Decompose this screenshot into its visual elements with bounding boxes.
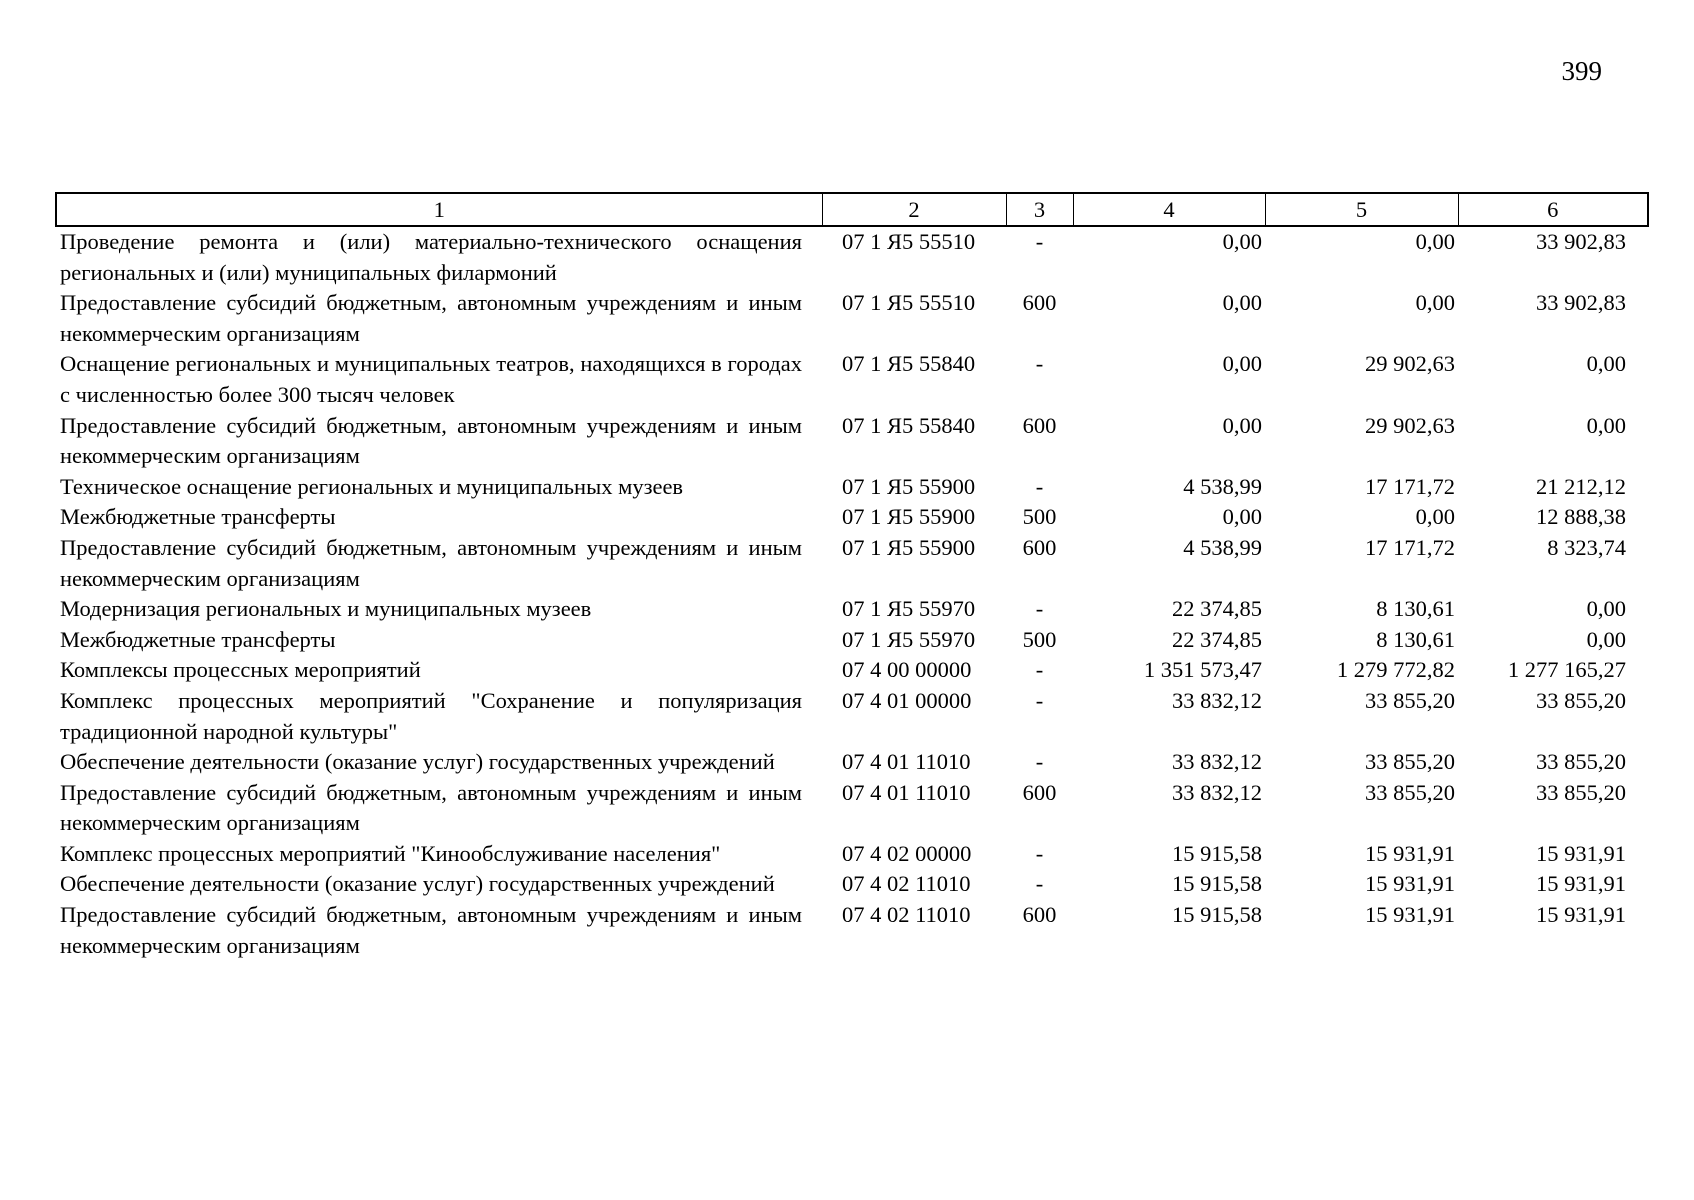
row-code: 07 4 01 11010 [842, 779, 971, 805]
row-type: - [1035, 473, 1044, 499]
row-code: 07 4 01 11010 [842, 749, 971, 775]
row-value-5: 33 855,20 [1365, 779, 1455, 805]
row-type: 600 [1022, 902, 1057, 928]
row-value-4: 33 832,12 [1172, 779, 1262, 805]
row-value-6: 15 931,91 [1536, 902, 1626, 928]
row-code: 07 1 Я5 55970 [842, 626, 976, 652]
row-value-4: 0,00 [1222, 290, 1262, 316]
row-value-6: 21 212,12 [1536, 473, 1626, 499]
row-code: 07 4 02 11010 [842, 902, 971, 928]
row-value-6: 33 855,20 [1536, 687, 1626, 713]
row-value-6: 12 888,38 [1536, 504, 1626, 530]
row-value-5: 29 902,63 [1365, 351, 1455, 377]
row-value-5: 33 855,20 [1365, 687, 1455, 713]
row-code: 07 1 Я5 55840 [842, 351, 976, 377]
row-value-6: 0,00 [1586, 626, 1626, 652]
table-row [56, 502, 1648, 533]
row-name: Предоставление субсидий бюджетным, автономным учреждениям и иным некоммерческим организациям [60, 902, 802, 958]
row-code: 07 1 Я5 55510 [842, 290, 976, 316]
row-value-4: 33 832,12 [1172, 749, 1262, 775]
row-value-4: 4 538,99 [1183, 534, 1262, 560]
row-code: 07 1 Я5 55510 [842, 229, 976, 254]
row-name: Предоставление субсидий бюджетным, автономным учреждениям и иным некоммерческим организациям [60, 412, 802, 469]
row-type: - [1035, 840, 1044, 866]
row-type: - [1035, 657, 1044, 683]
row-value-5: 0,00 [1415, 229, 1455, 254]
row-value-4: 0,00 [1222, 412, 1262, 438]
table-row [56, 288, 1648, 349]
row-code: 07 1 Я5 55900 [842, 504, 976, 530]
row-name: Модернизация региональных и муниципальных музеев [60, 596, 592, 622]
row-value-5: 15 931,91 [1365, 871, 1455, 897]
row-value-5: 8 130,61 [1376, 626, 1455, 652]
row-value-4: 33 832,12 [1172, 687, 1262, 713]
row-value-5: 15 931,91 [1365, 840, 1455, 866]
row-value-6: 0,00 [1586, 412, 1626, 438]
row-value-4: 15 915,58 [1172, 840, 1262, 866]
row-value-5: 0,00 [1415, 504, 1455, 530]
table-row [56, 747, 1648, 778]
row-value-5: 1 279 772,82 [1336, 657, 1455, 683]
row-value-4: 22 374,85 [1172, 626, 1262, 652]
row-name: Комплекс процессных мероприятий "Кинообслуживание населения" [60, 840, 721, 866]
row-value-5: 33 855,20 [1365, 749, 1455, 775]
row-name: Межбюджетные трансферты [60, 504, 336, 530]
row-code: 07 1 Я5 55900 [842, 534, 976, 560]
row-value-4: 15 915,58 [1172, 902, 1262, 928]
row-value-4: 0,00 [1222, 351, 1262, 377]
row-code: 07 1 Я5 55840 [842, 412, 976, 438]
row-value-6: 1 277 165,27 [1507, 657, 1626, 683]
table-row [56, 472, 1648, 503]
row-name: Обеспечение деятельности (оказание услуг) государственных учреждений [60, 871, 775, 897]
row-type: 500 [1022, 504, 1057, 530]
table-row [56, 839, 1648, 870]
table-row [56, 778, 1648, 839]
row-value-6: 0,00 [1586, 596, 1626, 622]
row-name: Предоставление субсидий бюджетным, автономным учреждениям и иным некоммерческим организациям [60, 534, 802, 591]
budget-table [55, 192, 1649, 961]
row-value-6: 0,00 [1586, 351, 1626, 377]
header-col-2: 2 [822, 193, 1006, 226]
row-type: - [1035, 871, 1044, 897]
row-name: Межбюджетные трансферты [60, 626, 336, 652]
row-name: Проведение ремонта и (или) материально-технического оснащения региональных и (или) муниципальных филармоний [60, 229, 802, 285]
header-col-3: 3 [1006, 193, 1073, 226]
header-col-4: 4 [1073, 193, 1265, 226]
row-value-5: 17 171,72 [1365, 473, 1455, 499]
row-code: 07 4 01 00000 [842, 687, 972, 713]
table-row [56, 226, 1648, 288]
row-code: 07 4 00 00000 [842, 657, 972, 683]
row-value-6: 33 855,20 [1536, 749, 1626, 775]
row-name: Техническое оснащение региональных и муниципальных музеев [60, 473, 684, 499]
row-value-4: 22 374,85 [1172, 596, 1262, 622]
table-row [56, 686, 1648, 747]
row-code: 07 4 02 11010 [842, 871, 971, 897]
row-value-4: 4 538,99 [1183, 473, 1262, 499]
table-row [56, 349, 1648, 410]
table-row [56, 411, 1648, 472]
row-code: 07 1 Я5 55900 [842, 473, 976, 499]
row-name: Предоставление субсидий бюджетным, автономным учреждениям и иным некоммерческим организациям [60, 779, 802, 836]
row-value-5: 15 931,91 [1365, 902, 1455, 928]
row-value-4: 1 351 573,47 [1143, 657, 1262, 683]
row-type: - [1035, 596, 1044, 622]
page-number: 399 [1561, 56, 1602, 86]
row-type: - [1035, 351, 1044, 377]
header-col-6: 6 [1458, 193, 1648, 226]
header-col-1: 1 [56, 193, 822, 226]
row-value-6: 8 323,74 [1547, 534, 1626, 560]
row-type: - [1035, 749, 1044, 775]
row-name: Комплекс процессных мероприятий "Сохранение и популяризация традиционной народной культуры" [60, 687, 802, 744]
table-row [56, 655, 1648, 686]
row-value-5: 17 171,72 [1365, 534, 1455, 560]
row-name: Комплексы процессных мероприятий [60, 657, 421, 683]
header-col-5: 5 [1265, 193, 1458, 226]
row-value-4: 0,00 [1222, 229, 1262, 254]
row-type: - [1035, 229, 1044, 254]
table-row [56, 625, 1648, 656]
row-type: 600 [1022, 534, 1057, 560]
row-type: 500 [1022, 626, 1057, 652]
row-code: 07 1 Я5 55970 [842, 596, 976, 622]
row-value-6: 15 931,91 [1536, 840, 1626, 866]
row-value-5: 29 902,63 [1365, 412, 1455, 438]
row-type: 600 [1022, 779, 1057, 805]
row-value-4: 15 915,58 [1172, 871, 1262, 897]
header-row [56, 193, 1648, 226]
row-value-5: 0,00 [1415, 290, 1455, 316]
row-value-6: 33 902,83 [1536, 290, 1626, 316]
row-value-5: 8 130,61 [1376, 596, 1455, 622]
row-value-6: 15 931,91 [1536, 871, 1626, 897]
row-name: Оснащение региональных и муниципальных театров, находящихся в городах с численностью более 300 тысяч человек [60, 351, 802, 407]
row-name: Предоставление субсидий бюджетным, автономным учреждениям и иным некоммерческим организациям [60, 290, 802, 346]
table-row [56, 533, 1648, 594]
table-header [56, 193, 1648, 226]
row-value-6: 33 855,20 [1536, 779, 1626, 805]
row-value-6: 33 902,83 [1536, 229, 1626, 254]
row-type: 600 [1022, 290, 1057, 316]
row-type: - [1035, 687, 1044, 713]
row-value-4: 0,00 [1222, 504, 1262, 530]
row-code: 07 4 02 00000 [842, 840, 972, 866]
table-body [56, 226, 1648, 961]
row-name: Обеспечение деятельности (оказание услуг) государственных учреждений [60, 749, 775, 775]
table-row [56, 900, 1648, 961]
table-row [56, 594, 1648, 625]
table-row [56, 869, 1648, 900]
row-type: 600 [1022, 412, 1057, 438]
